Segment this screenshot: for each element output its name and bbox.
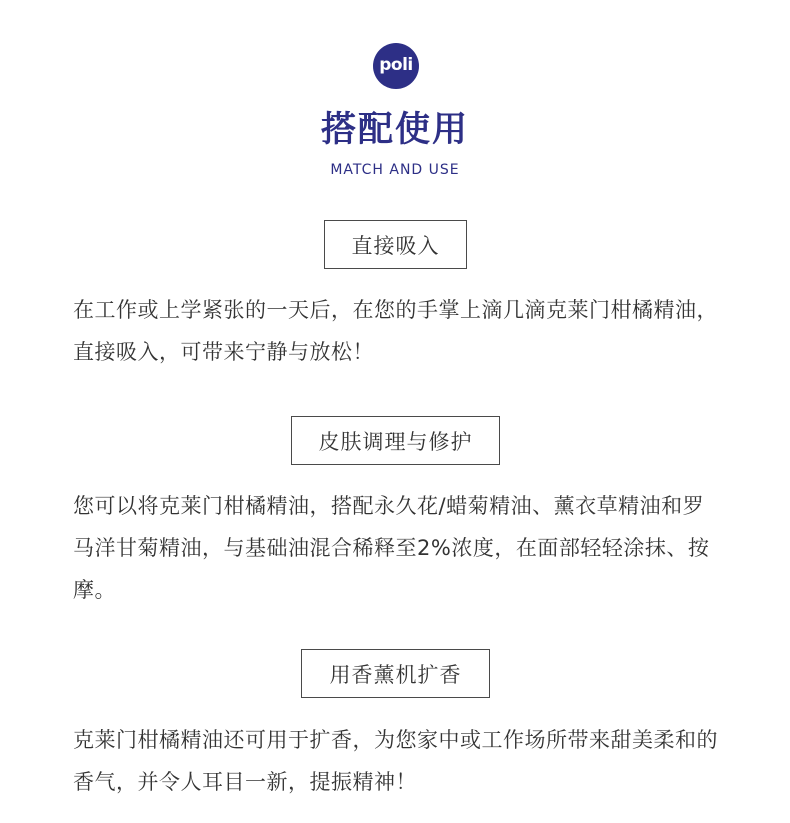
page-title: 搭配使用 (320, 109, 469, 150)
section-text-diffuser: 克莱门柑橘精油还可用于扩香，为您家中或工作场所带来甜美柔和的香气，并令人耳目一新，提振精神！ (73, 728, 718, 794)
section-label-diffuser: 用香薰机扩香 (301, 649, 490, 698)
brand-logo (373, 43, 419, 89)
logo-text: poli (379, 55, 413, 75)
section-text-direct-inhalation: 在工作或上学紧张的一天后，在您的手掌上滴几滴克莱门柑橘精油，直接吸入，可带来宁静与放松！ (73, 298, 718, 364)
page-subtitle: MATCH AND USE (330, 162, 460, 178)
section-label-skin-care: 皮肤调理与修护 (291, 416, 500, 465)
section-text-skin-care: 您可以将克莱门柑橘精油，搭配永久花/蜡菊精油、薰衣草精油和罗马洋甘菊精油，与基础油混合稀释至2%浓度，在面部轻轻涂抹、按摩。 (73, 494, 710, 602)
section-label-direct-inhalation: 直接吸入 (324, 220, 467, 269)
